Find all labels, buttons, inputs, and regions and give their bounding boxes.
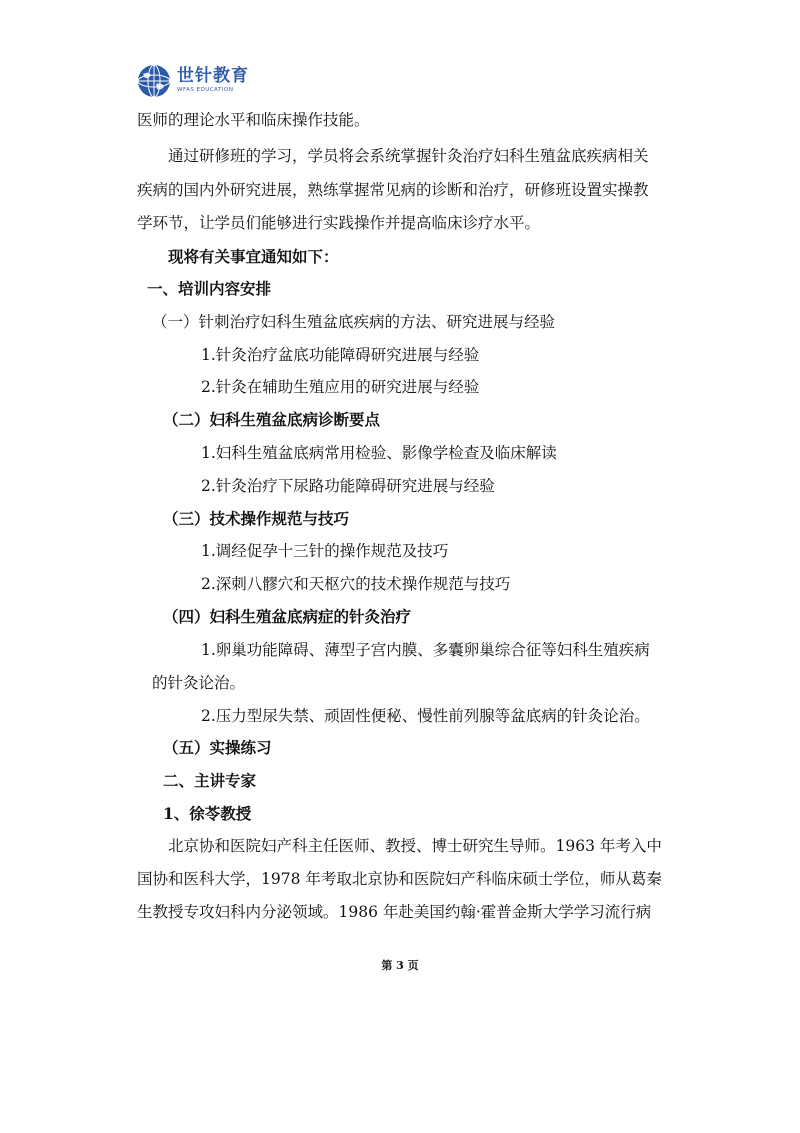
subsection-heading: （一）针刺治疗妇科生殖盆底疾病的方法、研究进展与经验 [152, 313, 556, 331]
logo-title: 世针教育 [177, 66, 249, 87]
list-item: 1.调经促孕十三针的操作规范及技巧 [201, 542, 449, 560]
body-line: 医师的理论水平和临床操作技能。 [137, 111, 370, 129]
body-line: 国协和医科大学，1978 年考取北京协和医院妇产科临床硕士学位，师从葛秦 [137, 870, 662, 888]
globe-icon [137, 64, 171, 98]
list-item: 2.针灸治疗下尿路功能障碍研究进展与经验 [201, 477, 495, 495]
subsection-heading: （五）实操练习 [163, 738, 272, 757]
body-line: 北京协和医院妇产科主任医师、教授、博士研究生导师。1963 年考入中 [168, 837, 662, 855]
list-item: 1.针灸治疗盆底功能障碍研究进展与经验 [201, 346, 480, 364]
list-item-continuation: 的针灸论治。 [152, 674, 246, 692]
page-number: 第 3 页 [381, 959, 419, 972]
body-line: 学环节，让学员们能够进行实践操作并提高临床诊疗水平。 [137, 214, 541, 232]
body-line: 生教授专攻妇科内分泌领域。1986 年赴美国约翰·霍普金斯大学学习流行病 [137, 903, 652, 921]
section-heading: 一、培训内容安排 [147, 279, 272, 298]
list-item: 1.妇科生殖盆底病常用检验、影像学检查及临床解读 [201, 444, 557, 462]
subsection-heading: （三）技术操作规范与技巧 [163, 509, 350, 528]
list-item: 2.针灸在辅助生殖应用的研究进展与经验 [201, 378, 480, 396]
list-item: 2.深刺八髎穴和天枢穴的技术操作规范与技巧 [201, 575, 511, 593]
notice-intro: 现将有关事宜通知如下： [168, 247, 339, 266]
expert-name: 1、徐苓教授 [163, 804, 252, 823]
list-item: 2.压力型尿失禁、顽固性便秘、慢性前列腺等盆底病的针灸论治。 [201, 707, 650, 725]
logo-subtitle: WFAS EDUCATION [177, 87, 234, 94]
section-heading: 二、主讲专家 [163, 771, 257, 790]
body-line: 疾病的国内外研究进展，熟练掌握常见病的诊断和治疗，研修班设置实操教 [137, 181, 649, 199]
body-line: 通过研修班的学习，学员将会系统掌握针灸治疗妇科生殖盆底疾病相关 [168, 147, 649, 165]
subsection-heading: （四）妇科生殖盆底病症的针灸治疗 [163, 607, 412, 626]
header-logo [137, 64, 249, 98]
list-item: 1.卵巢功能障碍、薄型子宫内膜、多囊卵巢综合征等妇科生殖疾病 [201, 641, 650, 659]
subsection-heading: （二）妇科生殖盆底病诊断要点 [163, 410, 381, 429]
